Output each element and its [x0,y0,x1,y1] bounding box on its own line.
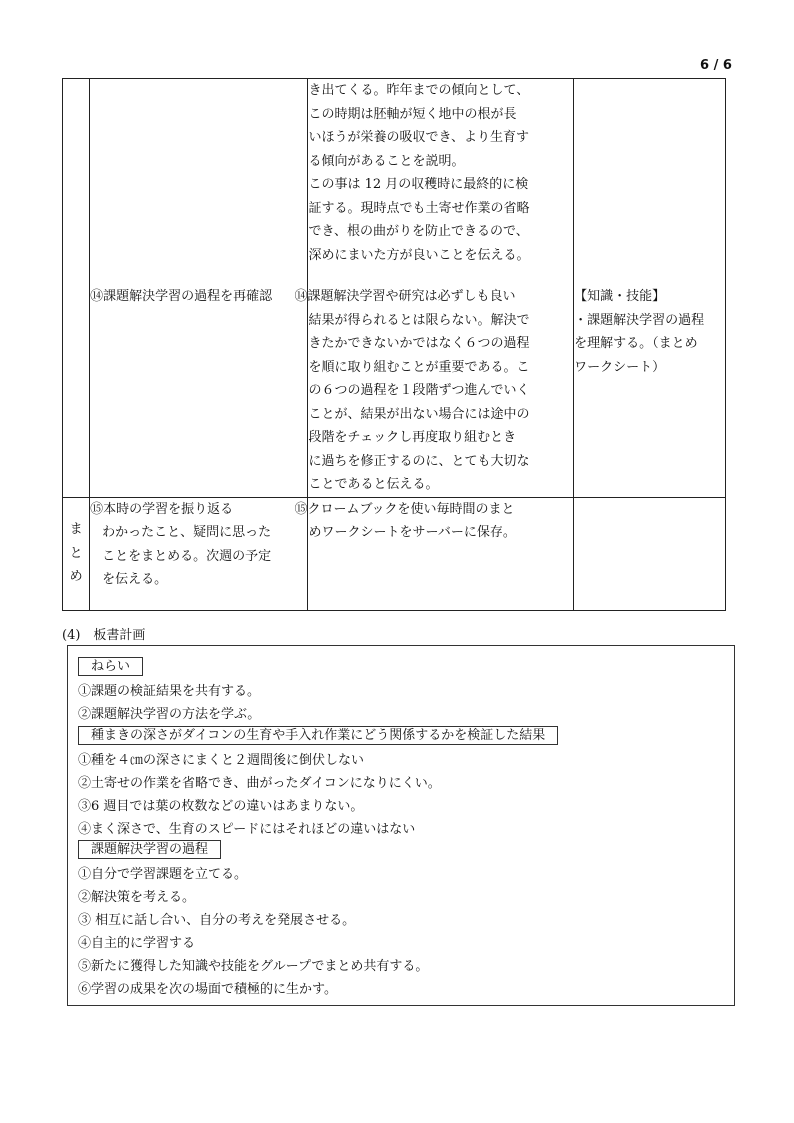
item14-support-line-1: 結果が得られるとは限らない。解決で [308,312,530,328]
item14-support-line-8: ことであると伝える。 [308,477,439,492]
item14-eval-line-1: ・課題解決学習の過程 [574,312,705,328]
r1-c3-line-4: この事は 12 月の収穫時に最終的に検 [308,177,529,192]
aim-label: ねらい [78,657,143,676]
table-row [63,79,726,498]
r1-c3-line-6: でき、根の曲がりを防止できるので、 [308,224,529,239]
item14-eval-line-3: ワークシート） [574,359,666,375]
phase-cell [63,79,90,498]
item15-support-line-1: めワークシートをサーバーに保存。 [308,525,516,540]
item14-eval-line-2: を理解する。（まとめ [574,336,698,351]
section-heading: (4) 板書計画 [62,628,146,643]
r1-c3-line-1: この時期は胚軸が短く地中の根が長 [308,106,517,122]
phase-char-2: め [69,569,83,585]
r1-c3-line-7: 深めにまいた方が良いことを伝える。 [308,247,530,263]
blackboard-plan [67,645,735,1006]
result-label: 種まきの深さがダイコンの生育や手入れ作業にどう関係するかを検証した結果 [78,726,558,745]
phase-char-1: と [69,545,83,561]
phase-char-0: ま [69,522,83,538]
r1-c3-line-0: き出てくる。昨年までの傾向として、 [308,83,530,98]
result-item-2: ③6 週目では葉の枚数などの違いはあまりない。 [78,799,364,814]
r1-c3-line-5: 証する。現時点でも土寄せ作業の省略 [308,200,530,216]
table-row [63,497,726,610]
item15-support-line-0: ⑮クロームブックを使い毎時間のまと [294,501,515,517]
lesson-plan-table [62,78,726,611]
item14-support-line-6: 段階をチェックし再度取り組むとき [308,430,517,445]
process-item-4: ⑤新たに獲得した知識や技能をグループでまとめ共有する。 [78,959,429,974]
result-item-3: ④まく深さで、生育のスピードにはそれほどの違いはない [78,822,416,837]
summary-support-cell [294,497,574,610]
item14-eval-line-0: 【知識・技能】 [574,289,666,304]
item14-activity: ⑭課題解決学習の過程を再確認 [90,289,273,304]
item15-activity-line-0: ⑮本時の学習を振り返る [90,501,234,517]
process-item-5: ⑥学習の成果を次の場面で積極的に生かす。 [78,982,337,997]
summary-evaluation-cell [574,497,726,610]
item15-activity-line-3: を伝える。 [102,572,168,587]
item14-support-line-7: に過ちを修正するのに、とても大切な [308,453,530,469]
item14-support-line-5: ことが、結果が出ない場合には途中の [308,406,530,422]
result-item-1: ②土寄せの作業を省略でき、曲がったダイコンになりにくい。 [78,776,441,791]
item15-activity-line-2: ことをまとめる。次週の予定 [102,548,272,564]
process-item-3: ④自主的に学習する [78,936,196,951]
r1-c3-line-2: いほうが栄養の吸収でき、より生育す [308,130,529,145]
process-item-2: ③ 相互に話し合い、自分の考えを発展させる。 [78,913,356,928]
item14-support-line-0: ⑭課題解決学習や研究は必ずしも良い [294,289,516,304]
r1-c3-line-3: る傾向があることを説明。 [308,153,465,169]
process-item-0: ①自分で学習課題を立てる。 [78,867,248,882]
item14-support-line-2: きたかできないかではなく６つの過程 [308,336,530,351]
item15-activity-line-1: わかったこと、疑問に思った [102,525,272,540]
summary-activity-cell [90,497,308,610]
item14-support-line-4: の６つの過程を１段階ずつ進んでいく [308,383,530,398]
support-cell [294,79,574,498]
item14-support-line-3: を順に取り組むことが重要である。こ [308,359,530,375]
activity-cell [90,79,308,498]
aim-item-1: ②課題解決学習の方法を学ぶ。 [78,707,261,722]
aim-item-0: ①課題の検証結果を共有する。 [78,684,261,699]
process-item-1: ②解決策を考える。 [78,890,196,905]
page-number: 6 / 6 [700,58,732,73]
result-item-0: ①種を４㎝の深さにまくと２週間後に倒伏しない [78,753,365,768]
evaluation-cell [574,79,726,498]
phase-summary-cell [63,497,90,610]
process-label: 課題解決学習の過程 [78,840,221,859]
